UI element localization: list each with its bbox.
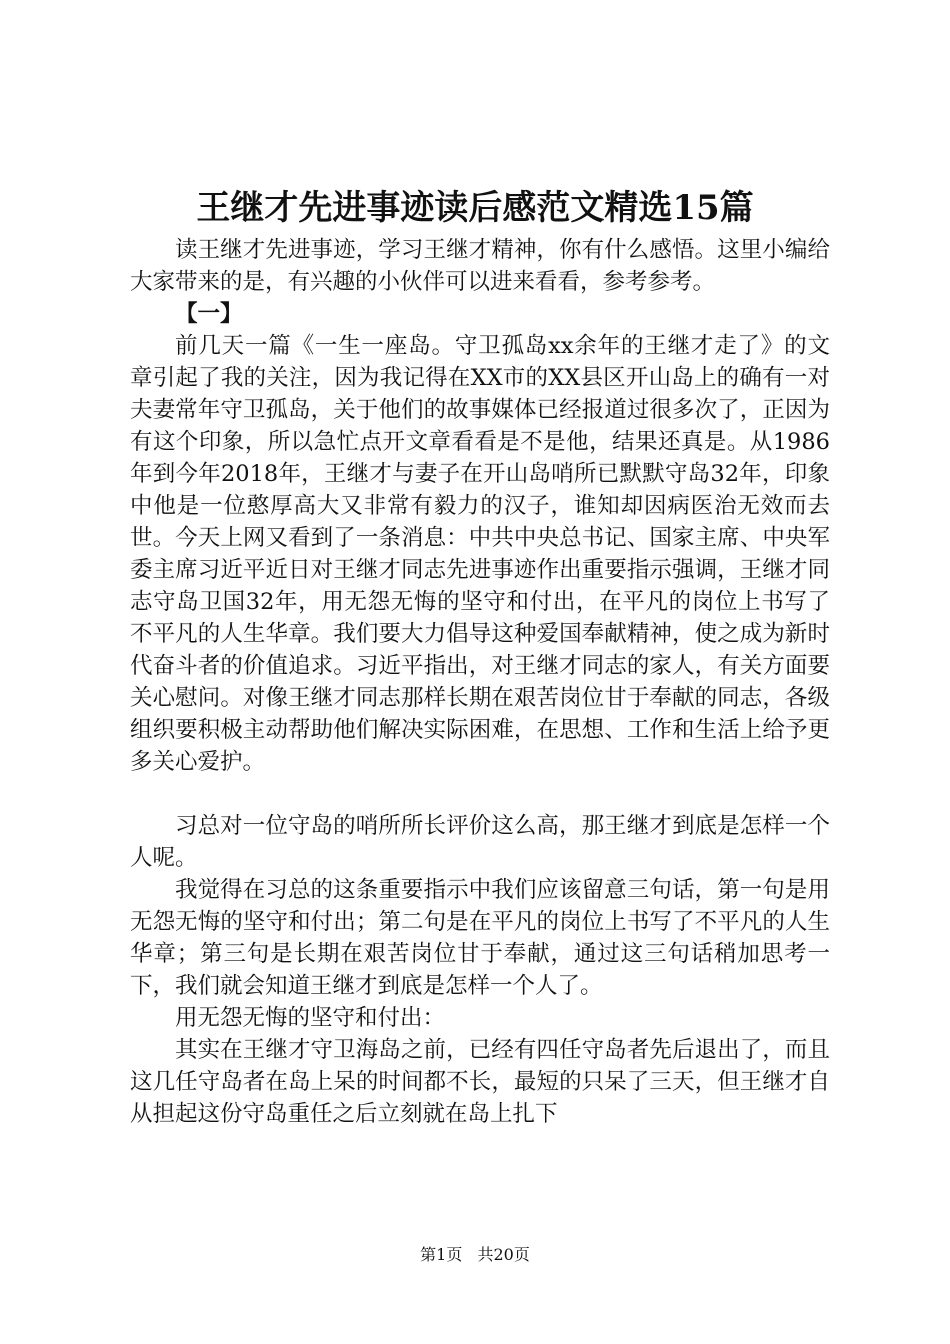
body-paragraph: 其实在王继才守卫海岛之前，已经有四任守岛者先后退出了，而且这几任守岛者在岛上呆的时间都不长，最短的只呆了三天，但王继才自从担起这份守岛重任之后立刻就在岛上扎下 <box>130 1037 830 1127</box>
section-heading: 【一】 <box>175 301 243 327</box>
body-paragraph: 我觉得在习总的这条重要指示中我们应该留意三句话，第一句是用无怨无悔的坚守和付出；第二句是在平凡的岗位上书写了不平凡的人生华章；第三句是长期在艰苦岗位甘于奉献，通过这三句话稍加思考一下，我们就会知道王继才到底是怎样一个人了。 <box>130 877 830 999</box>
page-total: 共20页 <box>477 1245 530 1264</box>
body-paragraph: 用无怨无悔的坚守和付出： <box>175 1005 446 1031</box>
body-paragraph: 前几天一篇《一生一座岛。守卫孤岛xx余年的王继才走了》的文章引起了我的关注，因为我记得在XX市的XX县区开山岛上的确有一对夫妻常年守卫孤岛，关于他们的故事媒体已经报道过很多次了，正因为有这个印象，所以急忙点开文章看看是不是他，结果还真是。从1986年到今年2018年，王继才与妻子在开山岛哨所已默默守岛32年，印象中他是一位憨厚高大又非常有毅力的汉子，谁知却因病医治无效而去世。今天上网又看到了一条消息：中共中央总书记、国家主席、中央军委主席习近平近日对王继才同志先进事迹作出重要指示强调，王继才同志守岛卫国32年，用无怨无悔的坚守和付出，在平凡的岗位上书写了不平凡的人生华章。我们要大力倡导这种爱国奉献精神，使之成为新时代奋斗者的价值追求。习近平指出，对王继才同志的家人，有关方面要关心慰问。对像王继才同志那样长期在艰苦岗位甘于奉献的同志，各级组织要积极主动帮助他们解决实际困难，在思想、工作和生活上给予更多关心爱护。 <box>130 333 830 775</box>
intro-paragraph: 读王继才先进事迹，学习王继才精神，你有什么感悟。这里小编给大家带来的是，有兴趣的小伙伴可以进来看看，参考参考。 <box>130 237 830 295</box>
page-number: 第1页 <box>420 1245 463 1264</box>
page-footer <box>0 1243 950 1267</box>
document-body <box>130 234 830 1130</box>
document-title: 王继才先进事迹读后感范文精选15篇 <box>196 188 754 228</box>
body-paragraph: 习总对一位守岛的哨所所长评价这么高，那王继才到底是怎样一个人呢。 <box>130 813 830 871</box>
